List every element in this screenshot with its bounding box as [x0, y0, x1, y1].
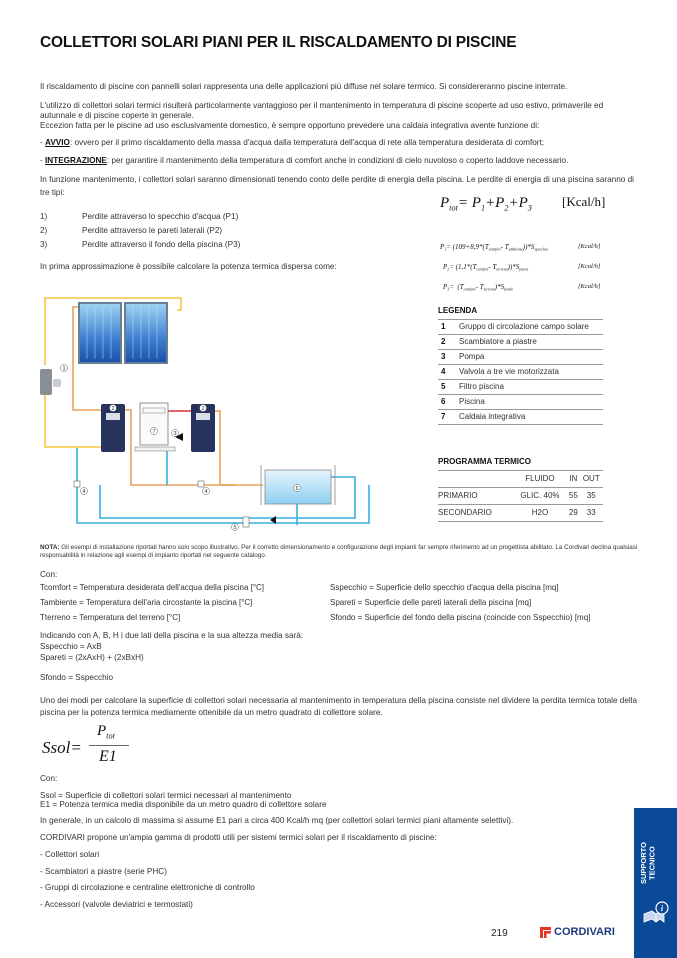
ptot-formula: $P_{tot}= P_1+P_2+P_3$ — [440, 195, 532, 213]
p3-formula: $P_3= (T_{comfort}-$ $T_{terreno})*S_{fondo}$ — [443, 283, 513, 292]
ssol-intro: Uno dei modi per calcolare la superficie di collettori solari necessaria al mantenimento in temperatura della piscina consiste nel dividere la perdita termica totale della piscina per la potenza termica mediamente ottenibile da un metro quadrato di collettore solare. — [40, 696, 638, 717]
legend-row: 1 Gruppo di circolazione campo solare — [438, 320, 603, 335]
product-item: - Scambiatori a piastre (serie PHC) — [40, 867, 167, 876]
diagram-label-4: 4 — [82, 489, 86, 495]
section-tab-label: SUPPORTO TECNICO — [639, 842, 657, 884]
legend-row: 4 Valvola a tre vie motorizzata — [438, 365, 603, 380]
product-item: - Gruppi di circolazione e centraline elettroniche di controllo — [40, 883, 255, 892]
solar-panel-2 — [125, 303, 167, 363]
definition: Sspecchio = Superficie dello specchio d'acqua della piscina [mq] — [330, 583, 559, 592]
program-header-row: FLUIDO IN OUT — [438, 471, 603, 488]
diagram-label-2b: 2 — [201, 406, 205, 412]
avvio-text: : ovvero per il primo riscaldamento della massa d'acqua dalla temperatura dell'acqua di rete alla temperatura desiderata di comfort; — [69, 138, 545, 147]
page-title: COLLETTORI SOLARI PIANI PER IL RISCALDAMENTO DI PISCINE — [40, 34, 517, 51]
diagram-label-2: 2 — [111, 406, 115, 412]
diagram-label-6: 6 — [295, 486, 299, 492]
loss-item: 3) Perdite attraverso il fondo della piscina (P3) — [40, 240, 241, 249]
definitions-grid — [40, 583, 640, 623]
intro-paragraph-3: Eccezion fatta per le piscine ad uso esclusivamente domestico, è sempre opportuno prevedere una caldaia integrativa avente funzione di: — [40, 121, 540, 130]
solar-panel-1 — [79, 303, 121, 363]
fraction-bar — [89, 745, 129, 746]
con-label: Con: — [40, 570, 58, 579]
ptot-unit: [Kcal/h] — [562, 194, 606, 209]
legend-row: 2 Scambiatore a piastre — [438, 335, 603, 350]
disclaimer-note: NOTA: Gli esempi di installazione riportati hanno solo scopo illustrativo. Per il corretto dimensionamento e configurazione degli impianti far sempre riferimento ad un progettista abilitato. La Cordivari declina qualsiasi responsabilità in relazione agli esempi di impianto riportati nel seguente catalogo. — [40, 544, 638, 560]
diagram-label-3: 3 — [173, 431, 177, 437]
program-title: PROGRAMMA TERMICO — [438, 457, 603, 471]
program-row: PRIMARIO GLIC. 40% 55 35 — [438, 488, 603, 505]
intro-paragraph-2: L'utilizzo di collettori solari termici risulterà particolarmente vantaggioso per il mantenimento in temperatura di piscine scoperte ad uso estivo, primaverile ed autunnale e di piscine coperte in generale. — [40, 101, 604, 121]
approximation-text: In prima approssimazione è possibile calcolare la potenza termica dispersa come: — [40, 262, 337, 271]
svg-text:i: i — [660, 904, 664, 913]
integrazione-text: : per garantire il mantenimento della temperatura di comfort anche in condizioni di cielo nuvoloso o coperto laddove necessario. — [106, 156, 569, 165]
con-label-2: Con: — [40, 774, 58, 783]
legend-row: 5 Filtro piscina — [438, 380, 603, 395]
ssol-def: Ssol = Superficie di collettori solari termici necessari al mantenimento — [40, 791, 292, 800]
integrazione-line: - INTEGRAZIONE: per garantire il mantenimento della temperatura di comfort anche in condizioni di cielo nuvoloso o coperto laddove necessario. — [40, 156, 569, 165]
ssol-denominator: E1 — [99, 748, 117, 765]
cordivari-logo-mark-icon — [540, 927, 551, 938]
e1-value-text: In generale, in un calcolo di massima si assume E1 pari a circa 400 Kcal/h mq (per collettori solari termici piani altamente selettivi). — [40, 816, 514, 825]
definition: Spareti = Superficie delle pareti laterali della piscina [mq] — [330, 598, 532, 607]
page-number: 219 — [491, 928, 508, 939]
p2-unit: [Kcal/h] — [578, 263, 601, 270]
info-book-icon — [642, 900, 670, 924]
installation-diagram — [35, 285, 405, 535]
legend-row: 7 Caldaia integrativa — [438, 410, 603, 425]
brand-name: CORDIVARI — [554, 926, 615, 938]
definition: Tcomfort = Temperatura desiderata dell'acqua della piscina [°C] — [40, 583, 265, 592]
sfondo-formula: Sfondo = Sspecchio — [40, 673, 114, 682]
spareti-formula: Spareti = (2xAxH) + (2xBxH) — [40, 653, 144, 662]
losses-intro: In funzione mantenimento, i collettori solari saranno dimensionati tenendo conto delle perdite di energia della piscina. Le perdite di energia di una piscina saranno di tre tipi: — [40, 175, 634, 198]
p1-unit: [Kcal/h] — [578, 243, 601, 250]
ssol-numerator: $P_{tot}$ — [97, 723, 115, 741]
sspecchio-formula: Sspecchio = AxB — [40, 642, 102, 651]
p1-formula: $P_1= (109+8,9*(T_{comfort}-$ $T_{ambiente}))*S_{specchio}$ — [440, 243, 548, 252]
e1-def: E1 = Potenza termica media disponibile da un metro quadro di collettore solare — [40, 800, 327, 809]
integrative-boiler — [140, 403, 168, 445]
definition: Tterreno = Temperatura del terreno [°C] — [40, 613, 181, 622]
program-row: SECONDARIO H2O 29 33 — [438, 505, 603, 522]
section-tab-supporto-tecnico[interactable] — [634, 808, 677, 958]
loss-item: 1) Perdite attraverso lo specchio d'acqua (P1) — [40, 212, 239, 221]
three-way-valve-1 — [74, 481, 80, 487]
p2-formula: $P_2= (1,1*(T_{comfort}-$ $T_{terreno}))*S_{pareti}$ — [443, 263, 529, 272]
loss-item: 2) Perdite attraverso le pareti laterali (P2) — [40, 226, 223, 235]
diagram-label-1: 1 — [62, 366, 66, 372]
diagram-label-4b: 4 — [204, 489, 208, 495]
diagram-label-7: 7 — [152, 429, 156, 435]
brand-logo — [540, 926, 615, 940]
products-intro: CORDIVARI propone un'ampia gamma di prodotti utili per sistemi termici solari per il riscaldamento di piscine: — [40, 833, 437, 842]
ssol-lhs: Ssol= — [42, 738, 82, 757]
product-item: - Collettori solari — [40, 850, 100, 859]
legend-title: LEGENDA — [438, 306, 603, 320]
product-item: - Accessori (valvole deviatrici e termostati) — [40, 900, 193, 909]
legend-table — [438, 306, 603, 425]
pool-filter — [243, 517, 249, 527]
intro-paragraph-1: Il riscaldamento di piscine con pannelli solari rappresenta una delle applicazioni più diffuse nel solare termico. Si considereranno piscine interrate. — [40, 82, 568, 91]
circulation-group — [40, 369, 52, 395]
p3-unit: [Kcal/h] — [578, 283, 601, 290]
avvio-label: AVVIO — [45, 138, 70, 147]
legend-row: 3 Pompa — [438, 350, 603, 365]
integrazione-label: INTEGRAZIONE — [45, 156, 107, 165]
thermal-program-table — [438, 457, 603, 522]
avvio-line: - AVVIO: ovvero per il primo riscaldamento della massa d'acqua dalla temperatura dell'acqua di rete alla temperatura desiderata di comfort; — [40, 138, 545, 147]
definition: Sfondo = Superficie del fondo della piscina (coincide con Sspecchio) [mq] — [330, 613, 591, 622]
orange-pipe-3 — [215, 411, 220, 485]
definition: Tambiente = Temperatura dell'aria circostante la piscina [°C] — [40, 598, 253, 607]
dimensions-intro: Indicando con A, B, H i due lati della piscina e la sua altezza media sarà: — [40, 631, 304, 640]
legend-row: 6 Piscina — [438, 395, 603, 410]
diagram-label-5: 5 — [233, 525, 237, 531]
three-way-valve-2 — [198, 481, 204, 487]
